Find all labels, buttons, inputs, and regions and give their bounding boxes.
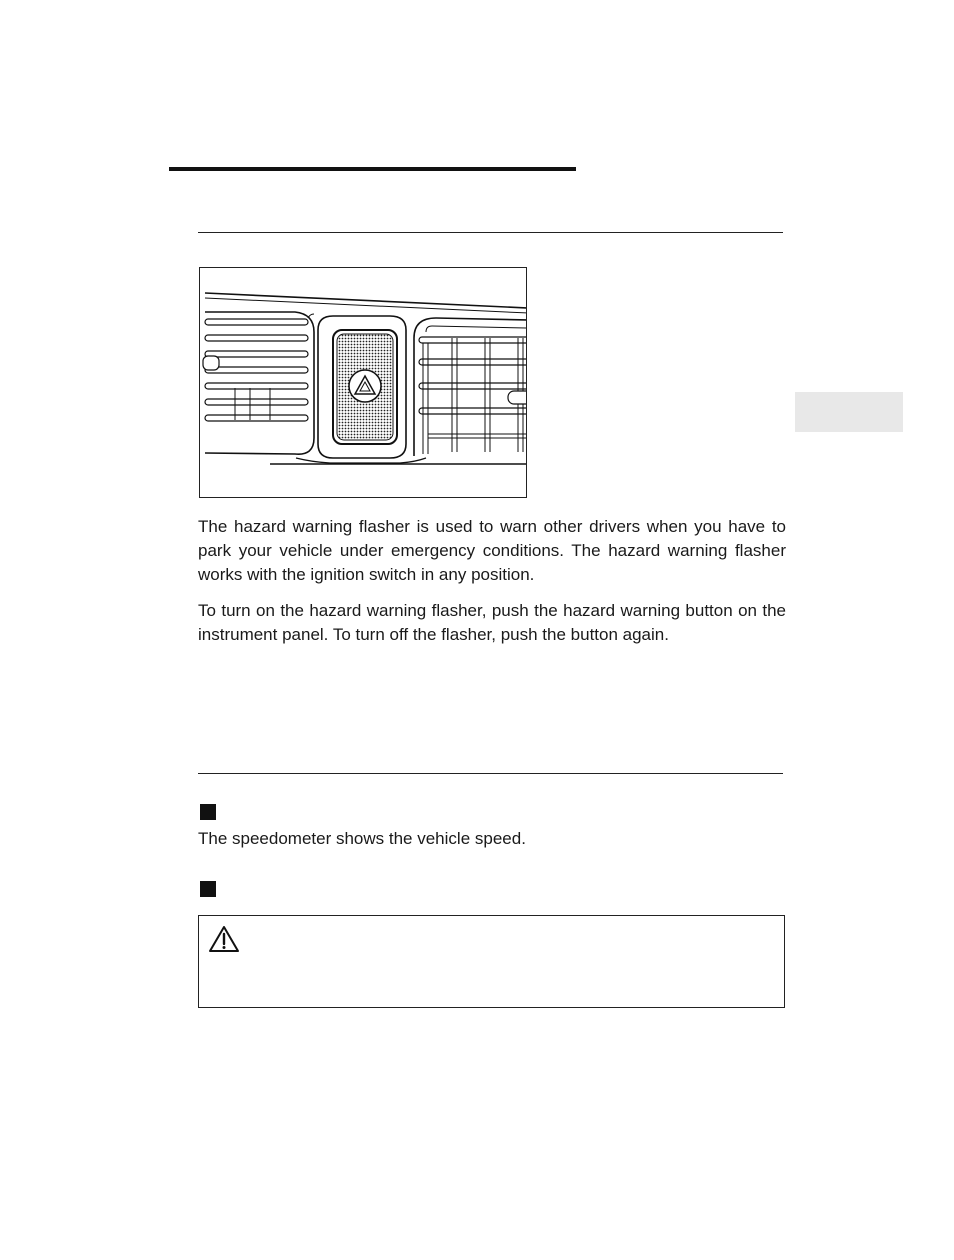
hazard-button-illustration — [199, 267, 527, 498]
speedometer-paragraph: The speedometer shows the vehicle speed. — [198, 829, 526, 848]
chapter-thumb-tab — [795, 392, 903, 432]
chapter-header-rule — [169, 167, 576, 171]
hazard-intro-paragraph: The hazard warning flasher is used to warn other drivers when you have to park your vehicle under emergency conditions. The hazard warning flasher works with the ignition switch in any position. — [198, 517, 786, 584]
black-square-bullet-icon — [200, 804, 216, 820]
section-rule-hazard — [198, 232, 783, 233]
hazard-operation-paragraph: To turn on the hazard warning flasher, push the hazard warning button on the instrument panel. To turn off the flasher, push the button again. — [198, 601, 786, 644]
warning-box — [198, 915, 785, 1008]
black-square-bullet-icon — [200, 881, 216, 897]
warning-triangle-icon — [208, 925, 240, 953]
section-rule-meters — [198, 773, 783, 774]
